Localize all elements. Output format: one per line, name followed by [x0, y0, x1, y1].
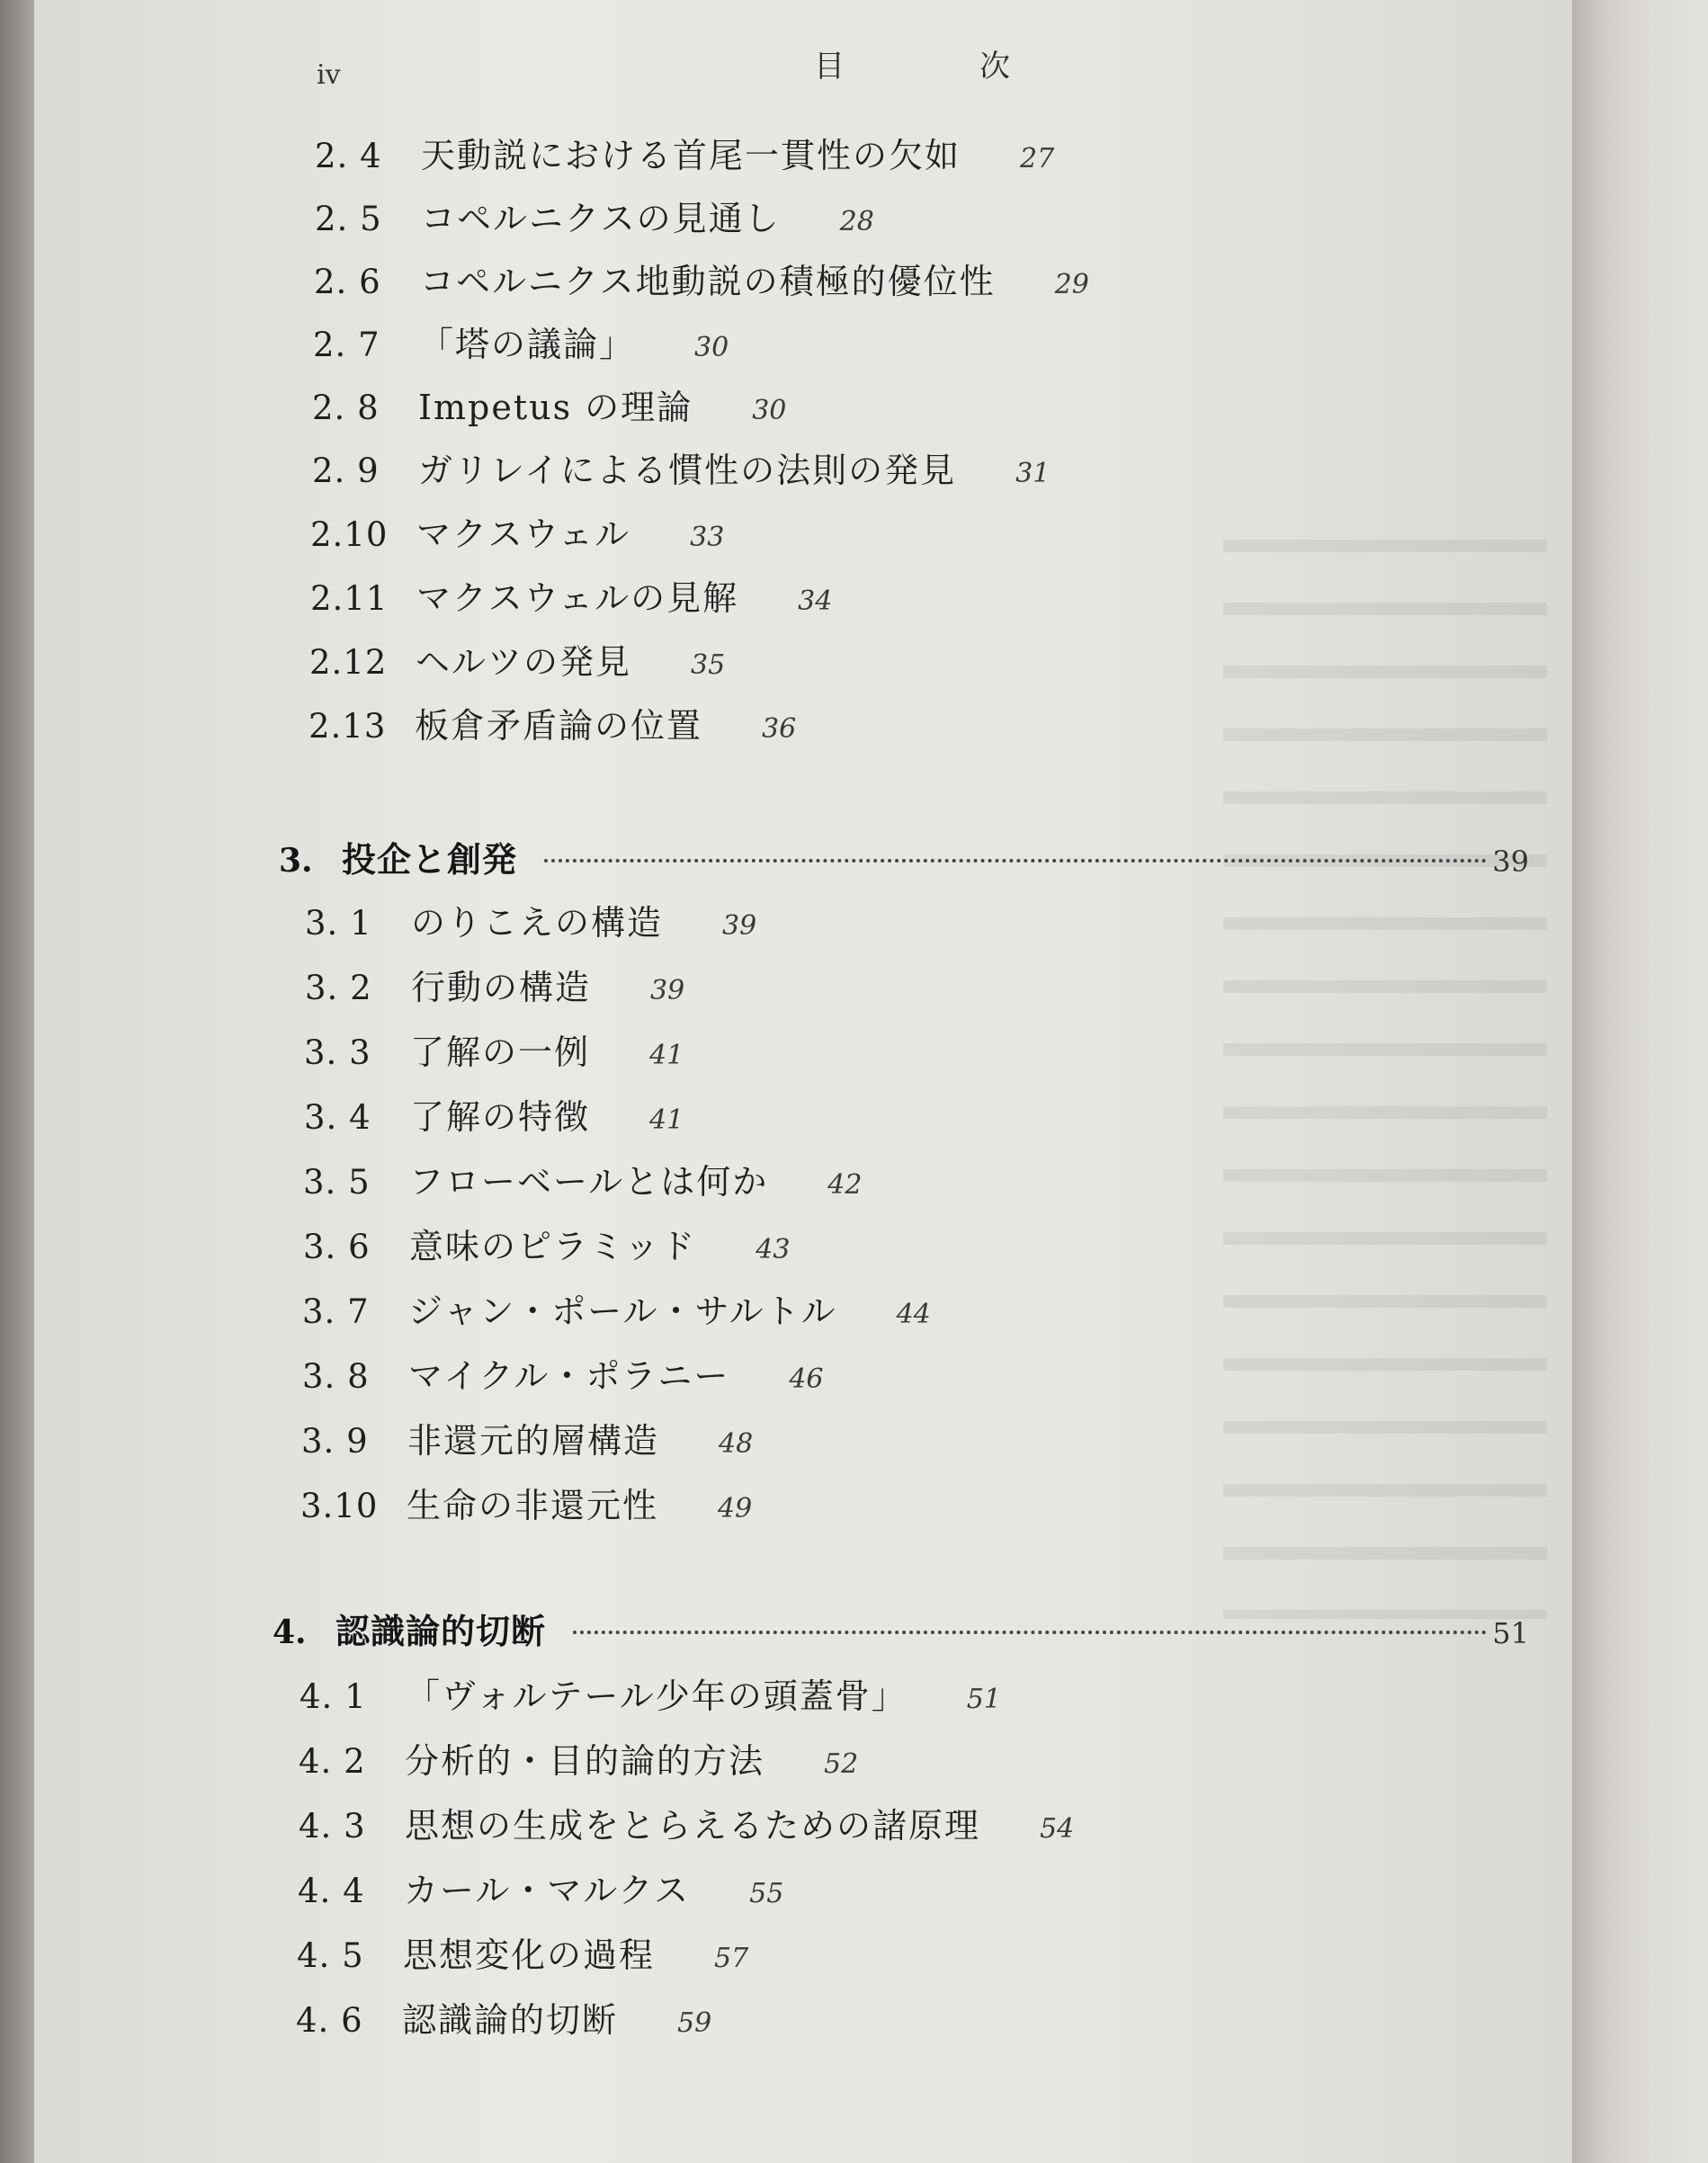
toc-entry [310, 570, 832, 621]
chapter-title: 認識論的切断 [335, 1611, 547, 1651]
section-page: 59 [677, 2007, 712, 2039]
section-number: 2. 7 [313, 326, 380, 364]
bleed-through-text [1223, 540, 1547, 1619]
leader-dots [573, 1631, 1487, 1634]
toc-entry [298, 1863, 783, 1913]
section-page: 39 [722, 910, 757, 942]
toc-entry [313, 317, 729, 367]
section-number: 2.12 [309, 643, 388, 682]
section-title: 思想の生成をとらえるための諸原理 [405, 1806, 981, 1846]
toc-entry [305, 895, 756, 945]
section-page: 27 [1020, 143, 1055, 174]
toc-entry [309, 698, 796, 748]
leader-dots [544, 859, 1487, 863]
section-page: 48 [719, 1428, 754, 1460]
section-title: 認識論的切断 [402, 2000, 619, 2040]
chapter-heading [279, 832, 1529, 882]
section-title: 板倉矛盾論の位置 [415, 706, 703, 746]
section-number: 3.10 [300, 1487, 379, 1525]
section-page: 54 [1040, 1813, 1075, 1845]
chapter-title: 投企と創発 [342, 839, 518, 880]
toc-entry [309, 634, 725, 684]
toc-entry [303, 1219, 790, 1269]
toc-entry [301, 1413, 753, 1463]
section-number: 2. 4 [315, 137, 382, 175]
toc-entry [299, 1798, 1074, 1848]
section-page: 49 [718, 1493, 753, 1524]
section-number: 3. 4 [304, 1098, 371, 1137]
section-number: 2.10 [310, 515, 389, 554]
section-number: 4. 3 [299, 1807, 366, 1846]
section-number: 2. 5 [315, 200, 382, 238]
toc-entry [312, 442, 1050, 493]
section-number: 4. 1 [300, 1677, 367, 1716]
section-page: 42 [827, 1169, 863, 1201]
section-page: 43 [756, 1234, 791, 1265]
section-number: 3. 6 [303, 1228, 371, 1266]
section-number: 3. 5 [303, 1163, 371, 1202]
section-title: マイクル・ポラニー [408, 1356, 730, 1396]
section-number: 2.13 [309, 707, 387, 746]
section-page: 30 [694, 332, 729, 363]
section-number: 2.11 [310, 579, 389, 618]
chapter-heading [273, 1604, 1529, 1654]
section-number: 4. 4 [298, 1872, 365, 1910]
section-title: 「塔の議論」 [419, 325, 636, 364]
section-number: 2. 8 [312, 389, 380, 427]
toc-entry [312, 380, 786, 430]
page-number-folio: iv [317, 59, 341, 91]
section-page: 29 [1054, 269, 1089, 300]
toc-entry [305, 960, 684, 1010]
section-page: 52 [824, 1748, 859, 1780]
section-title: コペルニクスの見通し [421, 199, 781, 238]
section-page: 46 [789, 1363, 824, 1395]
toc-entry [299, 1733, 858, 1783]
section-title: ジャン・ポール・サルトル [408, 1292, 837, 1331]
section-title: 意味のピラミッド [409, 1227, 697, 1266]
section-page: 39 [650, 975, 685, 1006]
section-number: 3. 9 [301, 1422, 369, 1461]
section-title: 「ヴォルテール少年の頭蓋骨」 [406, 1676, 908, 1716]
section-title: マクスウェル [416, 514, 631, 554]
chapter-page: 39 [1492, 845, 1529, 879]
section-title: 思想変化の過程 [403, 1935, 656, 1975]
section-title: マクスウェルの見解 [416, 578, 739, 618]
section-title: 分析的・目的論的方法 [405, 1741, 765, 1781]
section-page: 41 [649, 1104, 684, 1136]
toc-entry [310, 506, 724, 557]
toc-entry [304, 1089, 684, 1140]
toc-entry [297, 1927, 748, 1978]
section-number: 3. 7 [302, 1292, 370, 1331]
toc-entry [315, 191, 874, 241]
section-number: 4. 2 [299, 1742, 366, 1781]
section-page: 34 [798, 585, 833, 617]
section-page: 51 [966, 1684, 1001, 1715]
section-title: 非還元的層構造 [407, 1421, 660, 1461]
section-title: 生命の非還元性 [407, 1486, 659, 1525]
section-title: Impetus の理論 [418, 388, 693, 427]
toc-entry [304, 1024, 684, 1075]
section-title: 行動の構造 [411, 968, 592, 1007]
section-title: 天動説における首尾一貫性の欠如 [421, 136, 961, 175]
toc-entry [302, 1348, 824, 1399]
section-number: 3. 8 [302, 1357, 370, 1396]
chapter-number: 3. [279, 842, 313, 880]
section-page: 57 [714, 1943, 749, 1974]
section-title: のりこえの構造 [411, 903, 664, 943]
toc-entry [302, 1283, 931, 1334]
section-number: 4. 6 [296, 2001, 363, 2040]
section-title: コペルニクス地動説の積極的優位性 [420, 262, 996, 301]
section-title: 了解の特徴 [410, 1097, 591, 1137]
toc-entry [296, 1992, 711, 2042]
section-number: 3. 3 [304, 1033, 371, 1072]
section-number: 3. 1 [305, 904, 372, 943]
book-spine-shadow [1572, 0, 1708, 2163]
toc-entry [303, 1154, 862, 1204]
section-title: カール・マルクス [404, 1871, 691, 1910]
toc-entry [300, 1478, 752, 1528]
section-page: 33 [690, 522, 725, 553]
section-page: 30 [752, 395, 787, 426]
chapter-page: 51 [1492, 1616, 1529, 1650]
section-page: 55 [749, 1878, 784, 1909]
running-title [814, 41, 1012, 85]
section-number: 2. 9 [312, 451, 380, 490]
section-page: 44 [896, 1299, 931, 1330]
toc-entry [300, 1668, 1001, 1719]
section-title: ヘルツの発見 [416, 642, 632, 682]
section-page: 35 [691, 649, 726, 681]
section-page: 31 [1015, 458, 1051, 489]
section-title: フローベールとは何か [409, 1162, 769, 1202]
toc-entry [314, 254, 1089, 304]
section-number: 3. 2 [305, 969, 372, 1007]
section-number: 4. 5 [297, 1936, 364, 1975]
running-title-part-2: 次 [979, 49, 1012, 85]
running-title-part-1: 目 [814, 49, 846, 85]
section-title: 了解の一例 [410, 1032, 591, 1072]
section-page: 28 [839, 206, 874, 237]
section-number: 2. 6 [314, 263, 381, 301]
section-page: 36 [762, 713, 797, 745]
toc-entry [315, 128, 1054, 178]
chapter-number: 4. [273, 1613, 307, 1651]
section-title: ガリレイによる慣性の法則の発見 [418, 451, 957, 490]
section-page: 41 [649, 1040, 684, 1071]
